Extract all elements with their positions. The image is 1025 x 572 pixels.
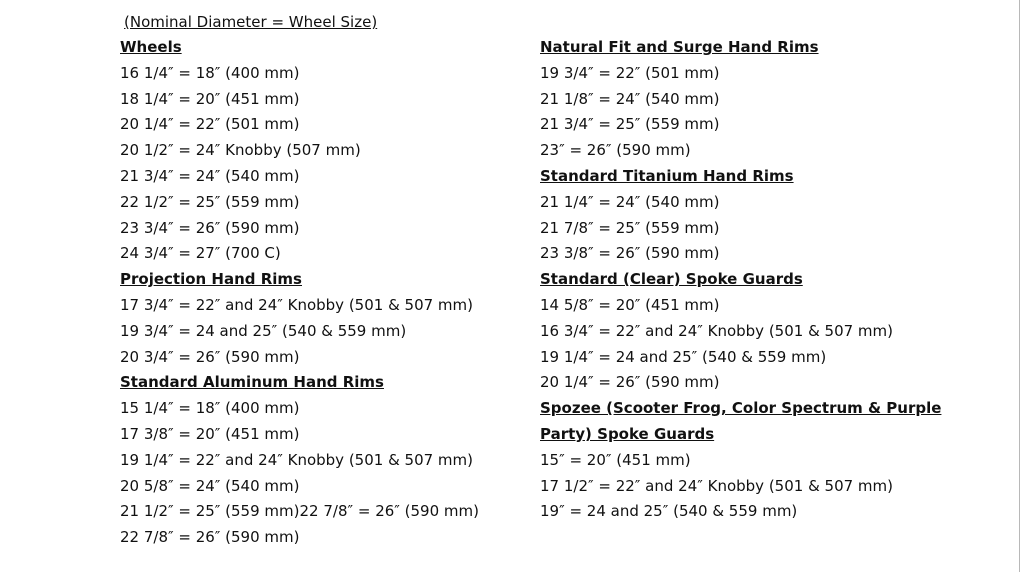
list-item: 17 3/8″ = 20″ (451 mm) (120, 424, 300, 443)
list-item: 21 3/4″ = 25″ (559 mm) (540, 115, 720, 134)
list-item: 19 3/4″ = 24 and 25″ (540 & 559 mm) (120, 321, 407, 340)
list-item: 22 1/2″ = 25″ (559 mm) (120, 192, 300, 211)
list-item: 20 5/8″ = 24″ (540 mm) (120, 476, 300, 495)
section-heading-spozee-spoke-guards-cont: Party) Spoke Guards (540, 424, 715, 443)
list-item: 19″ = 24 and 25″ (540 & 559 mm) (540, 502, 798, 521)
list-item: 22 7/8″ = 26″ (590 mm) (120, 528, 300, 547)
section-heading-standard-titanium-hand-rims: Standard Titanium Hand Rims (540, 166, 794, 185)
list-item: 21 3/4″ = 24″ (540 mm) (120, 166, 300, 185)
left-column (120, 35, 479, 551)
list-item: 21 1/4″ = 24″ (540 mm) (540, 192, 720, 211)
list-item: 23 3/8″ = 26″ (590 mm) (540, 244, 720, 263)
section-heading-standard-aluminum-hand-rims: Standard Aluminum Hand Rims (120, 373, 384, 392)
section-heading-projection-hand-rims: Projection Hand Rims (120, 270, 302, 289)
intro-note: (Nominal Diameter = Wheel Size) (124, 13, 378, 31)
section-heading-standard-clear-spoke-guards: Standard (Clear) Spoke Guards (540, 270, 803, 289)
list-item: 20 1/2″ = 24″ Knobby (507 mm) (120, 141, 361, 160)
list-item: 19 3/4″ = 22″ (501 mm) (540, 63, 720, 82)
list-item: 23 3/4″ = 26″ (590 mm) (120, 218, 300, 237)
section-heading-wheels: Wheels (120, 38, 182, 56)
list-item: 14 5/8″ = 20″ (451 mm) (540, 295, 720, 314)
list-item: 21 7/8″ = 25″ (559 mm) (540, 218, 720, 237)
section-heading-natural-fit-surge-hand-rims: Natural Fit and Surge Hand Rims (540, 38, 819, 56)
list-item: 16 3/4″ = 22″ and 24″ Knobby (501 & 507 mm) (540, 321, 894, 340)
page-edge-divider (1019, 0, 1020, 572)
right-column (540, 35, 941, 525)
list-item: 15″ = 20″ (451 mm) (540, 450, 691, 469)
section-heading-spozee-spoke-guards: Spozee (Scooter Frog, Color Spectrum & Purple (540, 399, 942, 418)
list-item: 19 1/4″ = 22″ and 24″ Knobby (501 & 507 mm) (120, 450, 474, 469)
list-item: 21 1/2″ = 25″ (559 mm)22 7/8″ = 26″ (590 mm) (120, 502, 479, 521)
list-item: 19 1/4″ = 24 and 25″ (540 & 559 mm) (540, 347, 827, 366)
list-item: 16 1/4″ = 18″ (400 mm) (120, 63, 300, 82)
list-item: 20 1/4″ = 22″ (501 mm) (120, 115, 300, 134)
list-item: 17 1/2″ = 22″ and 24″ Knobby (501 & 507 mm) (540, 476, 894, 495)
list-item: 21 1/8″ = 24″ (540 mm) (540, 89, 720, 108)
list-item: 15 1/4″ = 18″ (400 mm) (120, 399, 300, 418)
list-item: 20 3/4″ = 26″ (590 mm) (120, 347, 300, 366)
list-item: 24 3/4″ = 27″ (700 C) (120, 244, 281, 263)
list-item: 17 3/4″ = 22″ and 24″ Knobby (501 & 507 mm) (120, 295, 474, 314)
list-item: 20 1/4″ = 26″ (590 mm) (540, 373, 720, 392)
list-item: 23″ = 26″ (590 mm) (540, 141, 691, 160)
list-item: 18 1/4″ = 20″ (451 mm) (120, 89, 300, 108)
